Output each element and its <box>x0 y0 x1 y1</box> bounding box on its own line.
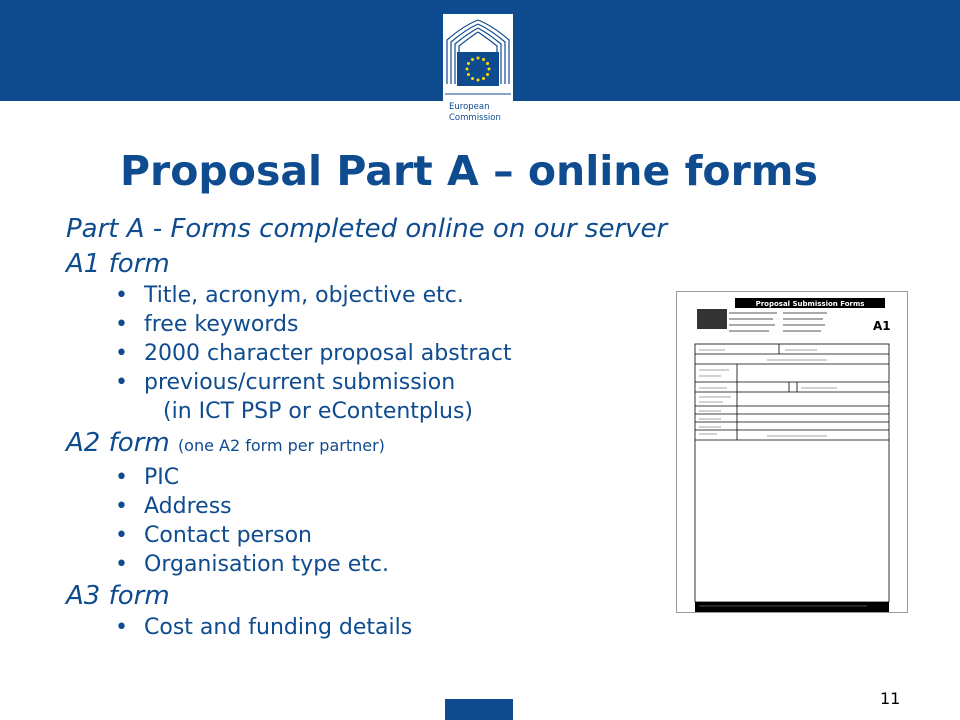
form-tag-text: A1 <box>873 319 891 333</box>
eu-star-icon <box>488 68 491 71</box>
logo-wordmark: European Commission <box>449 102 501 123</box>
commission-building-icon <box>443 14 513 102</box>
eu-star-icon <box>466 68 469 71</box>
a1-continuation: (in ICT PSP or eContentplus) <box>163 399 473 424</box>
a1-list <box>66 281 666 397</box>
a2-list <box>66 463 666 579</box>
eu-star-icon <box>467 62 470 65</box>
a1-form-thumbnail <box>677 292 907 612</box>
eu-star-icon <box>471 58 474 61</box>
eu-star-icon <box>477 57 480 60</box>
eu-star-icon <box>482 77 485 80</box>
list-item: • Contact person <box>66 521 666 550</box>
a1-heading: A1 form <box>66 249 170 279</box>
intro-line: Part A - Forms completed online on our server <box>66 214 668 244</box>
list-item: • previous/current submission <box>66 368 666 397</box>
list-item: • PIC <box>66 463 666 492</box>
form-header-text: Proposal Submission Forms <box>755 300 865 308</box>
eu-star-icon <box>467 73 470 76</box>
a2-heading: A2 form <box>66 428 170 458</box>
a3-heading: A3 form <box>66 581 170 611</box>
list-item: • free keywords <box>66 310 666 339</box>
footer-bar <box>445 699 513 720</box>
slide-body <box>66 212 666 642</box>
eu-star-icon <box>477 79 480 82</box>
list-item: • Cost and funding details <box>66 613 666 642</box>
a2-heading-line <box>66 426 666 463</box>
european-commission-logo <box>443 14 513 132</box>
list-item: • 2000 character proposal abstract <box>66 339 666 368</box>
eu-star-icon <box>486 62 489 65</box>
list-item: • Title, acronym, objective etc. <box>66 281 666 310</box>
a3-list <box>66 613 666 642</box>
eu-star-icon <box>471 77 474 80</box>
a2-note: (one A2 form per partner) <box>177 436 385 455</box>
list-item: • Address <box>66 492 666 521</box>
list-item: • Organisation type etc. <box>66 550 666 579</box>
page-number: 11 <box>880 689 901 708</box>
slide-title: Proposal Part A – online forms <box>120 147 818 195</box>
eu-star-icon <box>486 73 489 76</box>
eu-star-icon <box>482 58 485 61</box>
